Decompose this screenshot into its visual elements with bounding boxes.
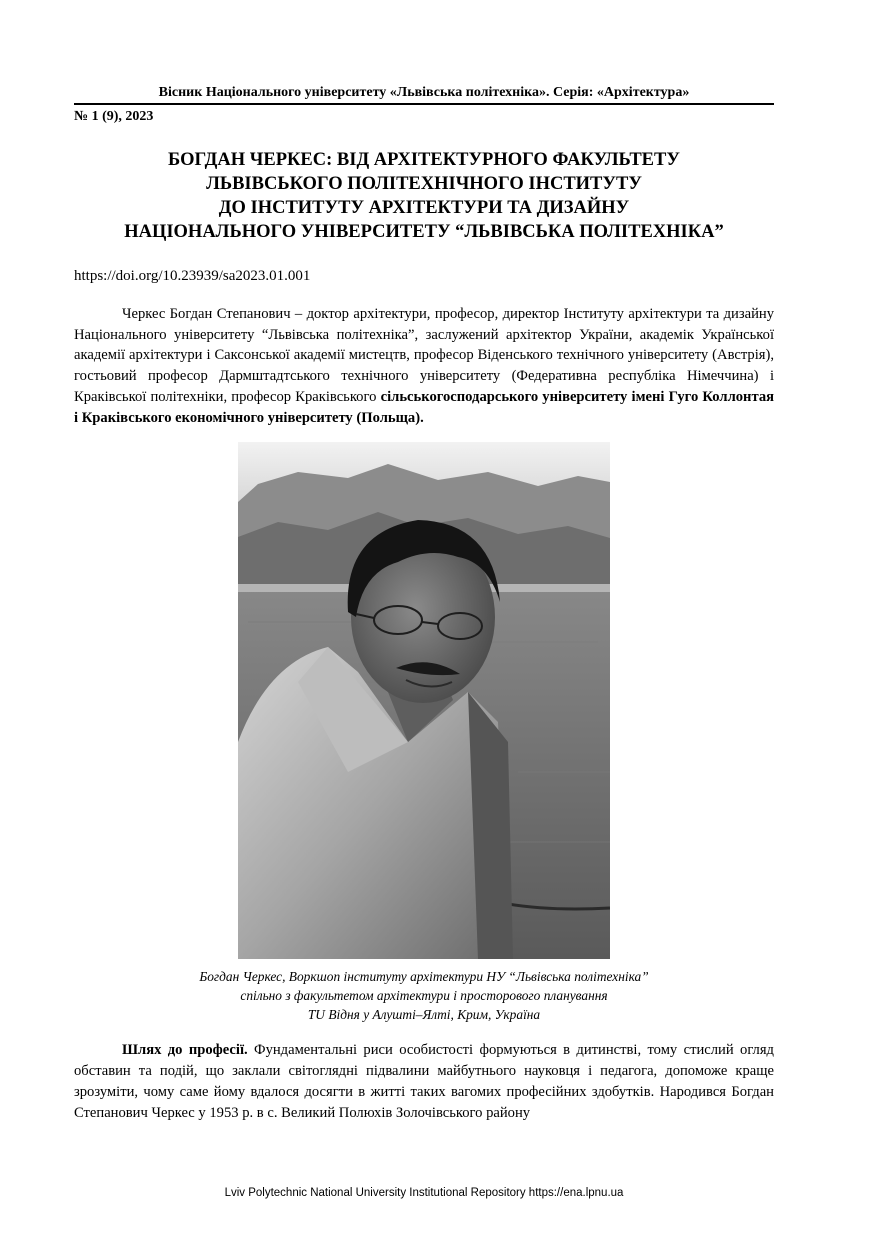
section-paragraph (74, 1040, 774, 1124)
issue-number: № 1 (9), 2023 (74, 109, 154, 124)
portrait-illustration (238, 442, 610, 959)
header-rule (74, 103, 774, 105)
photo-caption (74, 967, 774, 1024)
intro-bold-tail: сільськогосподарського університету імені Гуго Коллонтая і Краківського економічного університету (Польща). (74, 388, 775, 426)
title-line: БОГДАН ЧЕРКЕС: ВІД АРХІТЕКТУРНОГО ФАКУЛЬТЕТУ (168, 150, 680, 170)
intro-paragraph (74, 304, 774, 428)
journal-header: Вісник Національного університету «Львівська політехніка». Серія: «Архітектура» (158, 85, 690, 100)
section-lead: Шлях до професії. (122, 1042, 248, 1058)
intro-text: Черкес Богдан Степанович – доктор архітектури, професор, директор Інституту архітектури та дизайну Національного університету “Львівська політехніка”, заслужений архітектор України, академік Української академії архітектури і Саксонської академії мистецтв, професор Віденського технічного університету (Австрія), гостьовий професор Дармштадтського технічного університету (Федеративна республіка Німеччина) і Краківської політехніки, професор Краківського (74, 306, 774, 405)
caption-line: спільно з факультетом архітектури і просторового планування (240, 988, 608, 1003)
repository-footer: Lviv Polytechnic National University Institutional Repository https://ena.lpnu.ua (224, 1187, 624, 1199)
caption-line: Богдан Черкес, Воркшоп інституту архітектури НУ “Львівська політехніка” (199, 969, 649, 984)
title-line: ЛЬВІВСЬКОГО ПОЛІТЕХНІЧНОГО ІНСТИТУТУ (206, 174, 642, 194)
section-text: Фундаментальні риси особистості формуються в дитинстві, тому стислий огляд обставин та подій, що заклали світоглядні підвалини майбутнього науковця і педагога, допоможе краще зрозуміти, чому саме йому вдалося досягти в житті таких вагомих професійних здобутків. Народився Богдан Степанович Черкес у 1953 р. в с. Великий Полюхів Золочівського району (74, 1042, 774, 1121)
article-title (74, 148, 774, 244)
title-line: НАЦІОНАЛЬНОГО УНІВЕРСИТЕТУ “ЛЬВІВСЬКА ПОЛІТЕХНІКА” (124, 222, 724, 242)
portrait-photo (238, 442, 610, 959)
title-line: ДО ІНСТИТУТУ АРХІТЕКТУРИ ТА ДИЗАЙНУ (218, 198, 630, 218)
caption-line: TU Відня у Алушті–Ялті, Крим, Україна (307, 1007, 541, 1022)
doi-link[interactable]: https://doi.org/10.23939/sa2023.01.001 (74, 268, 311, 284)
